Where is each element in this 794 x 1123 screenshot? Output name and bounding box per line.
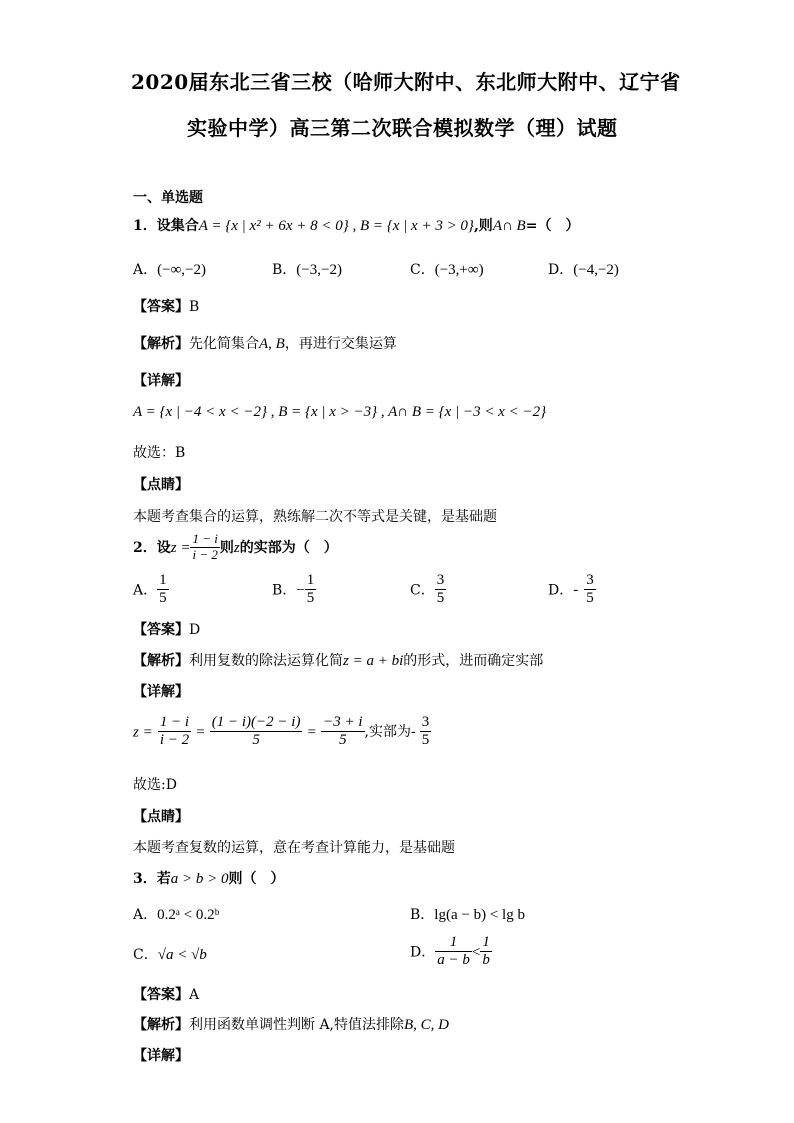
option-sign: − <box>296 582 305 599</box>
q2-comment-tag: 【点睛】 <box>133 809 189 825</box>
answer-tag: 【答案】 <box>133 622 189 638</box>
q3-analysis <box>133 1014 449 1034</box>
analysis-tag: 【解析】 <box>133 653 189 669</box>
option-label: D． <box>410 944 436 961</box>
analysis-text: 利用函数单调性判断 A,特值法排除 <box>189 1017 405 1033</box>
q1-comment: 本题考查集合的运算，熟练解二次不等式是关键，是基础题 <box>133 509 497 525</box>
frac-num: 1 − i <box>158 714 191 732</box>
option-fraction <box>584 572 596 608</box>
frac-den: 5 <box>586 590 594 607</box>
frac-num: −3 + i <box>321 714 364 732</box>
analysis-text: 先化简集合 <box>189 336 259 352</box>
q2-option-d <box>548 572 596 608</box>
option-label: C． <box>410 262 435 278</box>
q2-stem-prefix: 2．设 <box>133 539 171 556</box>
option-label: D． <box>548 582 574 599</box>
frac-num: 3 <box>420 714 432 732</box>
option-value: (−3,−2) <box>296 262 342 278</box>
q2-z-eq: z = <box>170 539 191 556</box>
q2-stem-fraction <box>190 532 219 563</box>
q3-stem-end: 则（ ） <box>228 871 285 887</box>
q3-stem <box>133 868 285 888</box>
q2-detail-equation <box>133 714 431 750</box>
q1-option-c <box>410 259 484 279</box>
frac-den: 5 <box>252 732 260 749</box>
option-value: 0.2ᵃ < 0.2ᵇ <box>157 907 220 923</box>
q1-comment-tag: 【点睛】 <box>133 477 189 493</box>
option-label: D． <box>548 262 574 278</box>
option-label: A． <box>133 582 158 599</box>
q1-stem-math2: A∩ B <box>492 218 526 234</box>
option-label: A． <box>133 262 158 278</box>
frac-den: 5 <box>421 732 430 749</box>
eq-result <box>420 714 432 750</box>
answer-value: B <box>189 299 200 315</box>
option-fraction-2 <box>480 934 492 970</box>
eq-frac-3 <box>321 714 364 750</box>
q1-analysis <box>133 333 397 353</box>
q2-stem-z: z <box>233 539 240 556</box>
frac-den: b <box>482 952 490 969</box>
frac-den: 5 <box>339 732 347 749</box>
q1-answer <box>133 296 199 316</box>
eq-sign: = <box>307 724 317 741</box>
q1-stem-math: A = {x | x² + 6x + 8 < 0} , B = {x | x + 3 > 0} <box>198 218 474 234</box>
frac-num: (1 − i)(−2 − i) <box>210 714 303 732</box>
q1-stem <box>133 215 579 235</box>
eq-frac-2 <box>210 714 303 750</box>
frac-num: 1 <box>305 572 317 590</box>
option-label: C． <box>133 947 158 963</box>
eq-sign: = <box>196 724 205 741</box>
analysis-tag: 【解析】 <box>133 1017 189 1033</box>
frac-num: 1 <box>480 934 492 952</box>
frac-den: i − 2 <box>159 732 190 749</box>
option-fraction <box>157 572 169 608</box>
q1-choice: 故选：B <box>133 445 186 461</box>
answer-tag: 【答案】 <box>133 987 189 1003</box>
frac-num: 3 <box>435 572 447 590</box>
frac-num: 1 <box>157 572 169 590</box>
q3-stem-prefix: 3．若 <box>133 871 171 887</box>
option-fraction-1 <box>435 934 472 970</box>
q3-option-d <box>410 934 492 970</box>
q2-stem-mid: 则 <box>219 539 234 556</box>
q1-option-d <box>548 259 619 279</box>
eq-frac-1 <box>158 714 191 750</box>
analysis-math: B, C, D <box>404 1017 450 1033</box>
analysis-text: 利用复数的除法运算化简 <box>189 653 343 669</box>
q3-detail-tag: 【详解】 <box>133 1048 189 1064</box>
q1-option-b <box>272 259 342 279</box>
q1-stem-prefix: 1．设集合 <box>133 218 199 234</box>
page-title-line2: 实验中学）高三第二次联合模拟数学（理）试题 <box>187 116 618 140</box>
q3-option-a <box>133 904 219 924</box>
q2-answer <box>133 619 200 639</box>
option-fraction <box>305 572 317 608</box>
frac-num: 1 − i <box>192 531 218 546</box>
answer-tag: 【答案】 <box>133 299 189 315</box>
frac-num: 3 <box>584 572 596 590</box>
q2-stem <box>133 532 338 563</box>
frac-den: a − b <box>437 952 470 969</box>
option-fraction <box>435 572 447 608</box>
q2-option-c <box>410 572 446 608</box>
analysis-end: ，再进行交集运算 <box>284 336 397 352</box>
q2-analysis <box>133 650 543 670</box>
analysis-math: A, B <box>259 336 285 352</box>
q3-option-c <box>133 944 207 964</box>
analysis-end: 的形式，进而确定实部 <box>403 653 544 669</box>
analysis-tag: 【解析】 <box>133 336 189 352</box>
q3-option-b <box>410 904 525 924</box>
option-value: (−∞,−2) <box>157 262 206 278</box>
frac-den: 5 <box>306 590 315 607</box>
q1-option-a <box>133 259 206 279</box>
option-label: B． <box>272 262 297 278</box>
q2-option-b <box>272 572 316 608</box>
q2-stem-end: 的实部为（ ） <box>239 539 338 556</box>
answer-value: A <box>189 987 200 1003</box>
option-value: (−3,+∞) <box>434 262 484 278</box>
eq-tail: ,实部为- <box>364 724 416 741</box>
frac-den: i − 2 <box>192 546 218 562</box>
frac-num: 1 <box>435 934 472 952</box>
option-lt: < <box>471 944 481 961</box>
option-value: (−4,−2) <box>573 262 619 278</box>
q2-option-a <box>133 572 169 608</box>
q1-stem-end: =（ ） <box>525 218 580 234</box>
analysis-math: z = a + bi <box>343 653 404 669</box>
section-heading: 一、单选题 <box>133 190 203 206</box>
option-label: A． <box>133 907 158 923</box>
q3-stem-math: a > b > 0 <box>170 871 229 887</box>
eq-lhs: z = <box>133 724 153 741</box>
answer-value: D <box>189 622 201 638</box>
frac-den: 5 <box>159 590 167 607</box>
option-value: √a < √b <box>157 947 207 963</box>
option-label: C． <box>410 582 435 599</box>
frac-den: 5 <box>436 590 445 607</box>
option-label: B． <box>272 582 297 599</box>
q3-answer <box>133 984 199 1004</box>
q2-detail-tag: 【详解】 <box>133 684 189 700</box>
q1-stem-suffix: ,则 <box>473 218 493 234</box>
q2-comment: 本题考查复数的运算，意在考查计算能力，是基础题 <box>133 840 455 856</box>
q1-detail-math: A = {x | −4 < x < −2} , B = {x | x > −3} , A∩ B = {x | −3 < x < −2} <box>133 404 547 420</box>
option-sign: - <box>573 582 579 599</box>
page-title-line1: 2020届东北三省三校（哈师大附中、东北师大附中、辽宁省 <box>131 70 681 94</box>
option-value: lg(a − b) < lg b <box>434 907 525 923</box>
q2-choice: 故选:D <box>133 777 177 793</box>
option-label: B． <box>410 907 435 923</box>
q1-detail-tag: 【详解】 <box>133 373 189 389</box>
